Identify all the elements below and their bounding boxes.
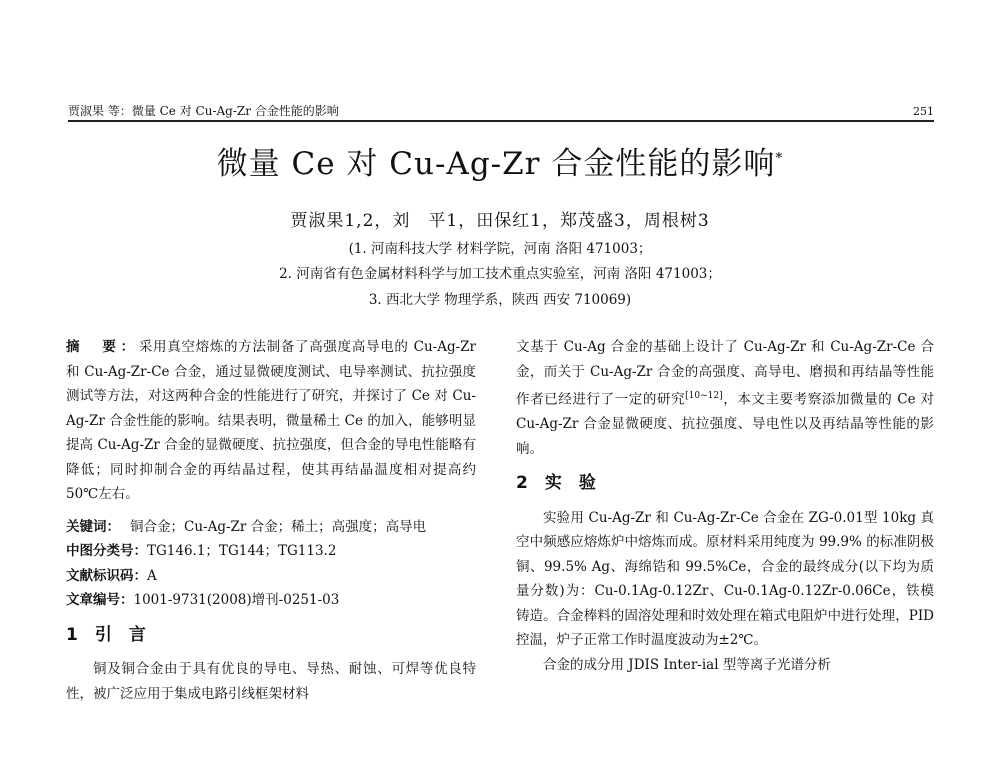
experiment-paragraph-2: 合金的成分用 JDIS Inter-ial 型等离子光谱分析 — [543, 656, 831, 673]
clc-label: 中图分类号： — [66, 543, 147, 559]
citation-ref: [10~12] — [685, 391, 723, 401]
article-number-label: 文章编号： — [66, 592, 134, 608]
intro-continued-text-end: ，本文主要考察添加微量的 Ce 对 Cu-Ag-Zr 合金显微硬度、抗拉强度、导电性以及再结晶等性能的影响。 — [516, 391, 934, 457]
article-number — [66, 588, 476, 613]
document-code-value: A — [147, 567, 157, 584]
author-list: 贾淑果1,2，刘 平1，田保红1，郑茂盛3，周根树3 — [290, 211, 710, 231]
intro-continued-paragraph — [516, 335, 934, 461]
clc-value: TG146.1；TG144；TG113.2 — [147, 543, 337, 559]
section-heading-experiment: 2 实 验 — [516, 473, 596, 493]
left-column — [66, 335, 476, 706]
title-footnote-mark: * — [775, 150, 784, 167]
article-title-text: 微量 Ce 对 Cu-Ag-Zr 合金性能的影响 — [216, 146, 776, 182]
article-title — [0, 138, 1000, 183]
page-number: 251 — [913, 105, 934, 118]
article-number-value: 1001-9731(2008)增刊-0251-03 — [133, 592, 340, 608]
experiment-paragraph-1: 实验用 Cu-Ag-Zr 和 Cu-Ag-Zr-Ce 合金在 ZG-0.01型 10kg 真空中频感应熔炼炉中熔炼而成。原材料采用纯度为 99.9% 的标准阴极铜、99.5% Ag、海绵锆和 99.5%Ce，合金的最终成分(以下均为质量分数)为：Cu-0.1Ag-0.12Zr、Cu-0.1Ag-0.12Zr-0.06Ce，铁模铸造。合金棒料的固溶处理和时效处理在箱式电阻炉中进行处理，PID 控温，炉子正常工作时温度波动为±2℃。 — [516, 509, 934, 648]
abstract-label: 摘 要： — [66, 339, 139, 355]
affiliation-3: 3. 西北大学 物理学系，陕西 西安 710069) — [368, 292, 632, 308]
clc-number — [66, 539, 476, 564]
affiliation-2: 2. 河南省有色金属材料科学与加工技术重点实验室，河南 洛阳 471003； — [279, 266, 721, 282]
section-heading-intro: 1 引 言 — [66, 624, 146, 645]
abstract — [66, 335, 476, 507]
running-header — [68, 100, 934, 122]
keywords — [66, 515, 476, 540]
abstract-text: 采用真空熔炼的方法制备了高强度高导电的 Cu-Ag-Zr 和 Cu-Ag-Zr-Ce 合金，通过显微硬度测试、电导率测试、抗拉强度测试等方法，对这两种合金的性能进行了研究，并探讨了 Ce 对 Cu-Ag-Zr 合金性能的影响。结果表明，微量稀土 Ce 的加入，能够明显提高 Cu-Ag-Zr 合金的显微硬度、抗拉强度，但合金的导电性能略有降低；同时抑制合金的再结晶过程，使其再结晶温度相对提高约 50℃左右。 — [66, 339, 476, 502]
keywords-text: 铜合金；Cu-Ag-Zr 合金；稀土；高强度；高导电 — [130, 518, 427, 535]
intro-paragraph: 铜及铜合金由于具有优良的导电、导热、耐蚀、可焊等优良特性，被广泛应用于集成电路引线框架材料 — [66, 661, 476, 702]
document-code — [66, 564, 476, 589]
right-column — [516, 335, 934, 677]
document-code-label: 文献标识码： — [66, 567, 147, 584]
affiliation-1: (1. 河南科技大学 材料学院，河南 洛阳 471003； — [348, 241, 652, 257]
running-title: 贾淑果 等：微量 Ce 对 Cu-Ag-Zr 合金性能的影响 — [68, 104, 339, 118]
intro-continued-text: 文基于 Cu-Ag 合金的基础上设计了 Cu-Ag-Zr 和 Cu-Ag-Zr-Ce 合金，而关于 Cu-Ag-Zr 合金的高强度、高导电、磨损和再结晶等性能作者已经进行了一定的研究 — [516, 339, 934, 408]
keywords-label: 关键词： — [66, 518, 120, 535]
